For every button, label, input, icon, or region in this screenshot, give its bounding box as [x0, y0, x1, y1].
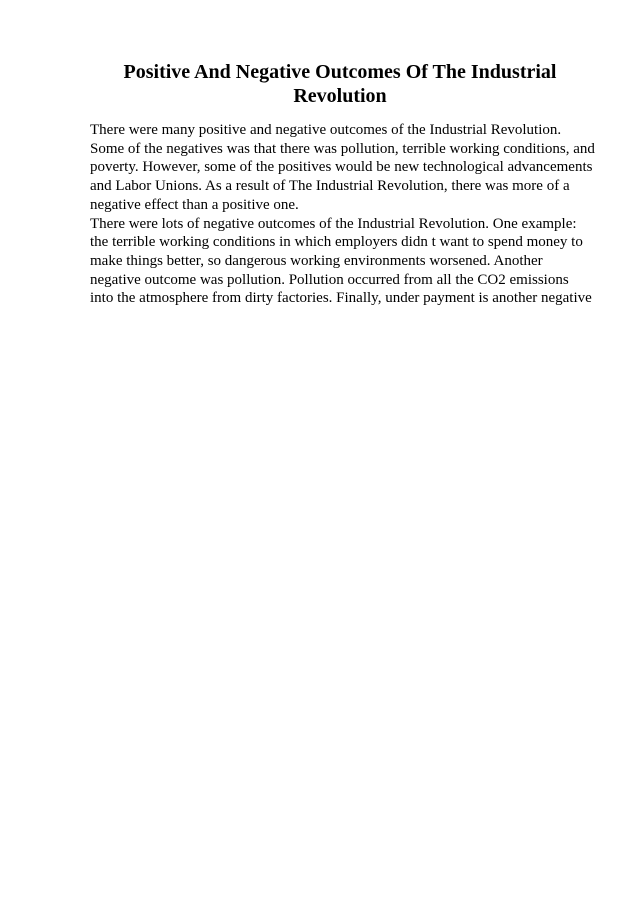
paragraph-negative-outcomes: There were lots of negative outcomes of the Industrial Revolution. One example: the terrible working conditions in which employers didn t want to spend money to make things better, so dangerous working environments worsened. Another negative outcome was pollution. Pollution occurred from all the CO2 emissions into the atmosphere from dirty factories. Finally, under payment is another negative	[90, 215, 592, 307]
document-title: Positive And Negative Outcomes Of The Industrial Revolution	[123, 61, 557, 107]
document-body	[90, 121, 595, 308]
paragraph-intro: There were many positive and negative outcomes of the Industrial Revolution. Some of the negatives was that there was pollution, terrible working conditions, and poverty. However, some of the positives would be new technological advancements and Labor Unions. As a result of The Industrial Revolution, there was more of a negative effect than a positive one.	[90, 122, 595, 213]
